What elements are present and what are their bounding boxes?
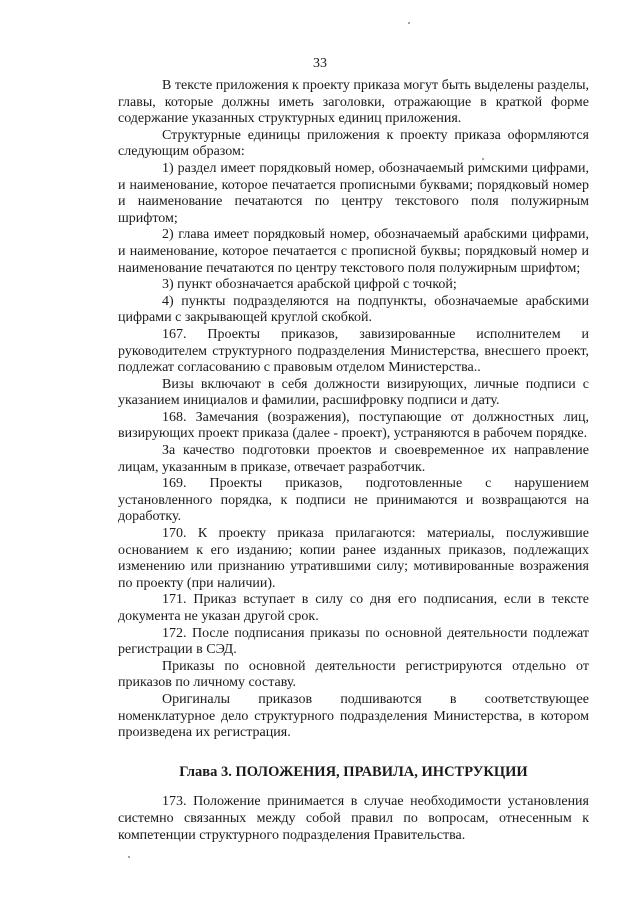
paragraph: 171. Приказ вступает в силу со дня его подписания, если в тексте документа не указан другой срок. <box>118 592 589 624</box>
paragraph: 167. Проекты приказов, завизированные исполнителем и руководителем структурного подразделения Министерства, внесшего проект, подлежат согласованию с правовым отделом Министерства.. <box>118 326 589 376</box>
chapter-heading: Глава 3. ПОЛОЖЕНИЯ, ПРАВИЛА, ИНСТРУКЦИИ <box>179 763 528 780</box>
scan-speck <box>408 22 410 24</box>
scan-speck <box>482 158 484 160</box>
paragraph: 173. Положение принимается в случае необходимости установления системно связанных между собой правил по вопросам, отнесенным к компетенции структурного подразделения Правительства. <box>118 794 589 843</box>
paragraph: За качество подготовки проектов и своевременное их направление лицам, указанным в приказе, отвечает разработчик. <box>118 443 589 475</box>
paragraph: Приказы по основной деятельности регистрируются отдельно от приказов по личному составу. <box>118 658 589 691</box>
page-number: 33 <box>313 56 327 71</box>
paragraph: 172. После подписания приказы по основной деятельности подлежат регистрации в СЭД. <box>118 625 589 658</box>
paragraph: Визы включают в себя должности визирующих, личные подписи с указанием инициалов и фамилии, расшифровку подписи и дату. <box>118 376 589 409</box>
paragraph: В тексте приложения к проекту приказа могут быть выделены разделы, главы, которые должны иметь заголовки, отражающие в краткой форме содержание указанных структурных единиц приложения. <box>118 78 589 127</box>
list-item: 3) пункт обозначается арабской цифрой с точкой; <box>162 277 457 293</box>
paragraph: Структурные единицы приложения к проекту приказа оформляются следующим образом: <box>118 127 589 160</box>
list-item: 4) пункты подразделяются на подпункты, обозначаемые арабскими цифрами с закрывающей круглой скобкой. <box>118 293 589 326</box>
document-body <box>118 78 589 844</box>
paragraph: 168. Замечания (возражения), поступающие от должностных лиц, визирующих проект приказа (далее - проект), устраняются в рабочем порядке. <box>118 409 589 442</box>
list-item: 2) глава имеет порядковый номер, обозначаемый арабскими цифрами, и наименование, которое печатается с прописной буквы; порядковый номер и наименование печатаются по центру текстового поля полужирным шрифтом; <box>118 227 589 276</box>
paragraph: 170. К проекту приказа прилагаются: материалы, послужившие основанием к его изданию; копии ранее изданных приказов, подлежащих изменению или признанию утратившими силу; мотивированные возражения по проекту (при наличии). <box>118 526 589 591</box>
list-item: 1) раздел имеет порядковый номер, обозначаемый римскими цифрами, и наименование, которое печатается прописными буквами; порядковый номер и наименование печатаются по центру текстового поля полужирным шрифтом; <box>118 160 589 226</box>
paragraph: 169. Проекты приказов, подготовленные с нарушением установленного порядка, к подписи не принимаются и возвращаются на доработку. <box>118 476 589 525</box>
paragraph: Оригиналы приказов подшиваются в соответствующее номенклатурное дело структурного подразделения Министерства, в котором произведена их регистрация. <box>118 691 589 741</box>
scan-speck <box>128 856 130 858</box>
